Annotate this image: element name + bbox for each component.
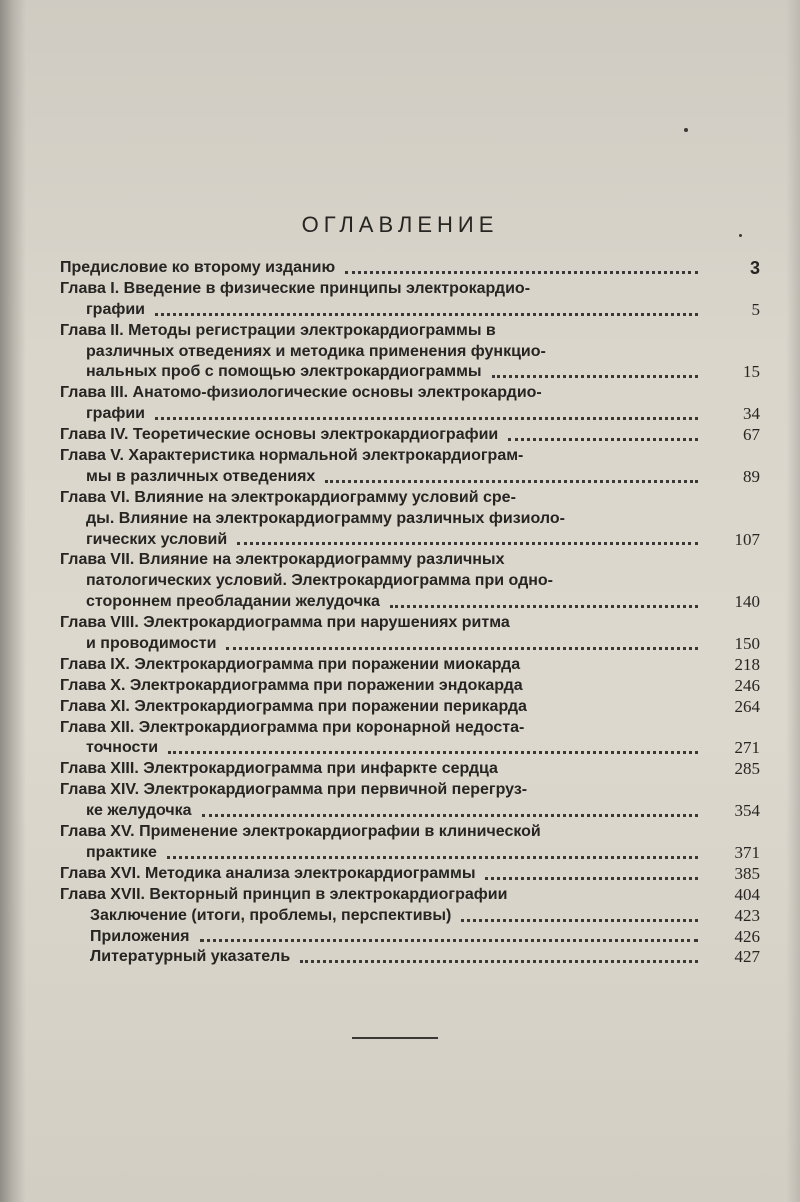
toc-entry-text: Глава X. Электрокардиограмма при поражении эндокарда	[60, 676, 523, 694]
page-number: 89	[743, 466, 760, 486]
page-number: 423	[734, 905, 760, 925]
toc-entry-text: ды. Влияние на электрокардиограмму различных физиоло-	[86, 509, 565, 527]
page-number: 140	[734, 592, 760, 612]
toc-entry-text: Глава VI. Влияние на электрокардиограмму условий сре-	[60, 488, 516, 506]
page-number: 67	[743, 425, 760, 445]
toc-line	[60, 885, 760, 906]
dot-leader	[237, 542, 698, 545]
toc-entry-text: гических условий	[86, 530, 228, 548]
page-number: 34	[743, 404, 760, 424]
dot-leader	[200, 939, 698, 942]
toc-line	[60, 321, 760, 342]
page-number: 15	[743, 362, 760, 382]
toc-entry-text: Глава VIII. Электрокардиограмма при нарушениях ритма	[60, 614, 510, 632]
toc-entry-text: Глава XI. Электрокардиограмма при поражении перикарда	[60, 697, 527, 715]
toc-line	[60, 927, 760, 948]
toc-line	[60, 279, 760, 300]
toc-line	[60, 425, 760, 446]
dot-leader	[202, 814, 698, 817]
toc-entry-text: Предисловие ко второму изданию	[60, 259, 336, 276]
toc-line	[60, 759, 760, 780]
toc-line	[60, 822, 760, 843]
page-spine-shadow	[0, 0, 26, 1202]
toc-entry-text: Глава IV. Теоретические основы электрокардиографии	[60, 426, 499, 444]
toc-entry-text: точности	[86, 739, 159, 757]
toc-entry-text: патологических условий. Электрокардиограмма при одно-	[86, 572, 553, 590]
toc-line	[60, 864, 760, 885]
toc-entry-text: нальных проб с помощью электрокардиограммы	[86, 363, 482, 381]
toc-entry-text: Глава XVI. Методика анализа электрокардиограммы	[60, 864, 476, 882]
toc-line	[60, 550, 760, 571]
toc-entry-text: Глава III. Анатомо-физиологические основы электрокардио-	[60, 384, 542, 402]
toc-line	[60, 947, 760, 968]
toc-line	[60, 780, 760, 801]
toc-entry-text: различных отведениях и методика применения функцио-	[86, 342, 546, 360]
dot-leader	[226, 647, 698, 650]
dot-leader	[345, 271, 698, 274]
toc-entry-text: Глава XIII. Электрокардиограмма при инфаркте сердца	[60, 760, 498, 778]
page-number: 264	[734, 696, 760, 716]
toc-entry-text: Глава XII. Электрокардиограмма при коронарной недоста-	[60, 718, 525, 736]
toc-entry-text: Глава II. Методы регистрации электрокардиограммы в	[60, 321, 496, 339]
toc-entry-text: графии	[86, 300, 146, 318]
toc-line	[60, 488, 760, 509]
page-number: 107	[734, 529, 760, 549]
page-edge-shadow	[786, 0, 800, 1202]
table-of-contents	[60, 258, 760, 968]
page-number: 427	[734, 947, 760, 967]
toc-line	[60, 530, 760, 551]
dot-leader	[508, 438, 698, 441]
toc-line	[60, 655, 760, 676]
dot-leader	[168, 751, 698, 754]
toc-entry-text: практике	[86, 843, 157, 861]
toc-entry-text: Глава VII. Влияние на электрокардиограмму различных	[60, 551, 505, 569]
page-number: 354	[734, 801, 760, 821]
toc-line	[60, 592, 760, 613]
toc-entry-text: Глава XV. Применение электрокардиографии в клинической	[60, 823, 541, 841]
toc-line	[60, 258, 760, 279]
toc-line	[60, 300, 760, 321]
toc-entry-text: и проводимости	[86, 635, 217, 653]
page-number: 385	[734, 863, 760, 883]
dot-leader	[155, 417, 698, 420]
page-number: 285	[734, 759, 760, 779]
toc-entry-text: Приложения	[90, 927, 190, 945]
toc-line	[60, 634, 760, 655]
toc-line	[60, 843, 760, 864]
page-number: 218	[734, 654, 760, 674]
ink-speck	[684, 128, 688, 132]
page-number: 5	[751, 299, 760, 319]
toc-line	[60, 342, 760, 363]
toc-entry-text: графии	[86, 405, 146, 423]
toc-entry-text: стороннем преобладании желудочка	[86, 593, 380, 611]
toc-line	[60, 362, 760, 383]
toc-line	[60, 383, 760, 404]
toc-entry-text: Глава V. Характеристика нормальной электрокардиограм-	[60, 447, 524, 465]
toc-line	[60, 509, 760, 530]
toc-line	[60, 801, 760, 822]
dot-leader	[300, 960, 698, 963]
page-number: 426	[734, 926, 760, 946]
toc-line	[60, 467, 760, 488]
toc-entry-text: Заключение (итоги, проблемы, перспективы)	[90, 906, 452, 924]
toc-entry-text: Литературный указатель	[90, 948, 291, 966]
dot-leader	[155, 313, 698, 316]
page-number: 246	[734, 675, 760, 695]
toc-entry-text: мы в различных отведениях	[86, 467, 316, 485]
page-number: 271	[734, 738, 760, 758]
toc-line	[60, 718, 760, 739]
toc-line	[60, 446, 760, 467]
dot-leader	[390, 605, 698, 608]
toc-line	[60, 571, 760, 592]
toc-entry-text: Глава IX. Электрокардиограмма при поражении миокарда	[60, 655, 521, 673]
page-title: ОГЛАВЛЕНИЕ	[301, 212, 499, 237]
page-number: 150	[734, 634, 760, 654]
page-number: 371	[734, 842, 760, 862]
toc-entry-text: Глава I. Введение в физические принципы электрокардио-	[60, 279, 531, 297]
dot-leader	[167, 856, 698, 859]
toc-line	[60, 613, 760, 634]
closing-rule	[352, 1037, 438, 1039]
toc-entry-text: Глава XIV. Электрокардиограмма при первичной перегруз-	[60, 781, 528, 799]
toc-line	[60, 676, 760, 697]
toc-line	[60, 738, 760, 759]
toc-entry-text: ке желудочка	[86, 802, 192, 820]
toc-entry-text: Глава XVII. Векторный принцип в электрокардиографии	[60, 885, 508, 903]
toc-line	[60, 906, 760, 927]
dot-leader	[485, 877, 698, 880]
page-number: 404	[734, 884, 760, 904]
page-number: 3	[749, 258, 760, 278]
dot-leader	[325, 480, 698, 483]
toc-line	[60, 404, 760, 425]
toc-line	[60, 697, 760, 718]
dot-leader	[492, 375, 698, 378]
dot-leader	[461, 919, 698, 922]
